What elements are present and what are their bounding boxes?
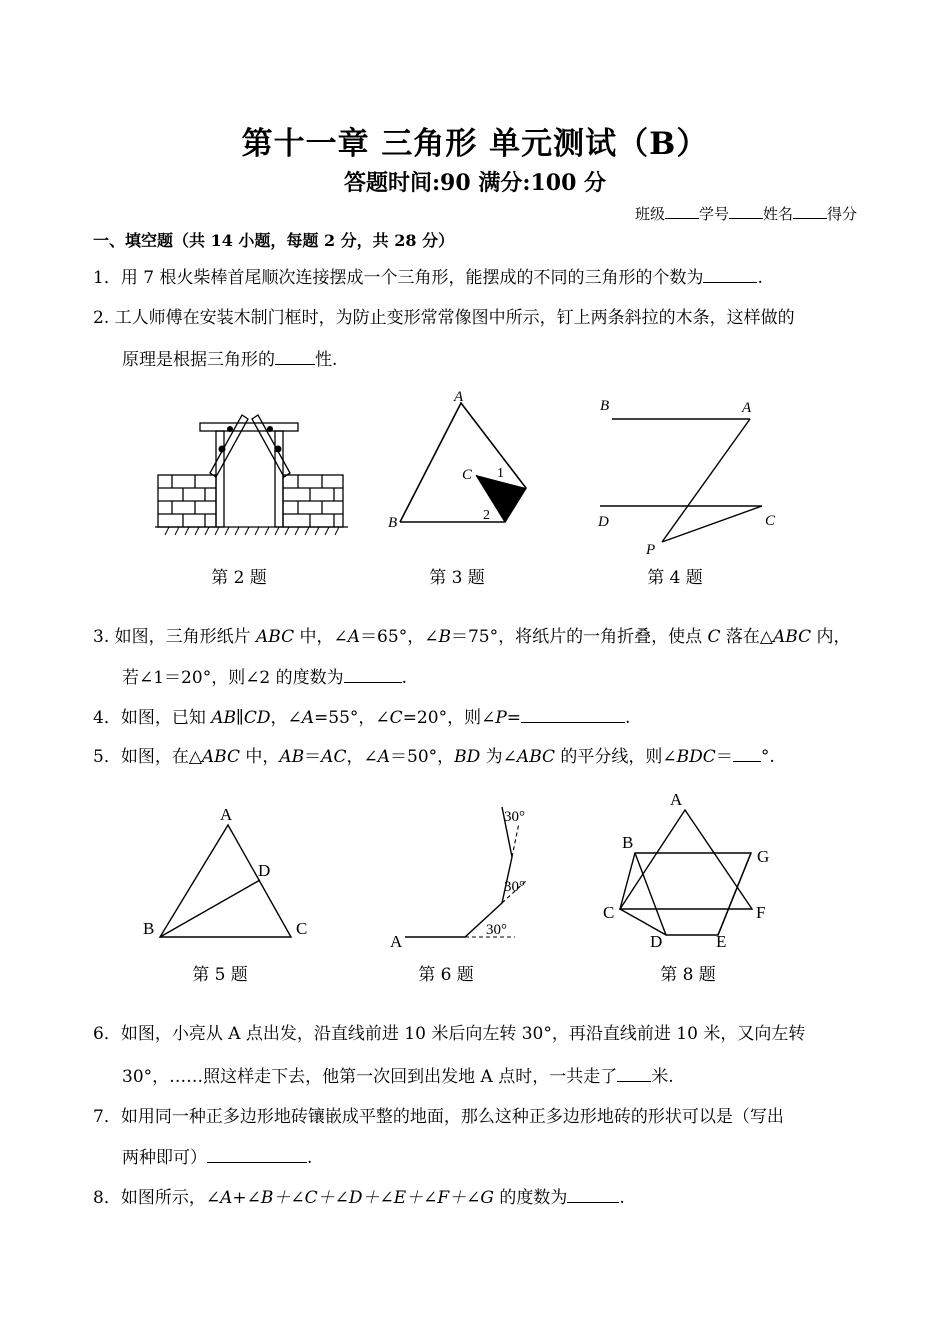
q6-blank[interactable] bbox=[617, 1065, 651, 1082]
q7-t1: 两种即可） bbox=[122, 1148, 207, 1168]
q5-t2: 中， bbox=[239, 747, 280, 767]
fig8-label-b: B bbox=[622, 833, 634, 852]
q2-text: 原理是根据三角形的 bbox=[122, 350, 275, 370]
q6-t1: 30°，……照这样走下去，他第一次回到出发地 A 点时，一共走了 bbox=[122, 1067, 618, 1087]
q3-t4: ＝75°，将纸片的一角折叠，使点 bbox=[450, 627, 708, 647]
fig6-angle-1: 30° bbox=[486, 922, 507, 938]
fig3-label-c: C bbox=[462, 467, 473, 483]
q5-t6: 为∠ bbox=[480, 747, 517, 767]
q5-t1: 5．如图，在△ bbox=[93, 747, 202, 767]
figure-5-caption: 第 5 题 bbox=[192, 965, 248, 985]
figure-5-triangle bbox=[140, 800, 330, 950]
q5-ac: AC bbox=[321, 747, 347, 767]
q3-t1: 3. 如图，三角形纸片 bbox=[93, 627, 257, 647]
fig4-label-a: A bbox=[742, 400, 752, 416]
q3-t3: ＝65°，∠ bbox=[360, 627, 439, 647]
name-blank[interactable] bbox=[793, 202, 827, 219]
q3-t5: 落在△ bbox=[720, 627, 773, 647]
q3-abc2: ABC bbox=[773, 627, 812, 647]
exam-subtitle: 答题时间:90 满分:100 分 bbox=[343, 170, 607, 196]
q5-bd: BD bbox=[454, 747, 481, 767]
q5-t3: ＝ bbox=[304, 747, 322, 767]
fig8-label-e: E bbox=[716, 932, 727, 950]
student-info bbox=[635, 202, 857, 224]
figure-4-parallel-lines bbox=[590, 390, 790, 560]
question-1 bbox=[93, 266, 763, 290]
q3-end: . bbox=[401, 668, 408, 688]
q5-a: A bbox=[377, 747, 390, 767]
q2-blank[interactable] bbox=[275, 348, 315, 365]
fig3-label-1: 1 bbox=[497, 466, 504, 481]
q3-t6: 内， bbox=[811, 627, 851, 647]
fig5-label-a: A bbox=[220, 805, 233, 824]
fig5-label-c: C bbox=[296, 919, 308, 938]
fig4-label-p: P bbox=[646, 542, 656, 558]
question-3-line2 bbox=[122, 666, 407, 690]
q8-expr: A+∠B＋∠C＋∠D＋∠E＋∠F＋∠G bbox=[220, 1188, 494, 1208]
q4-t3: =55°，∠ bbox=[314, 708, 390, 728]
q5-blank[interactable] bbox=[733, 745, 761, 762]
question-2-line2 bbox=[122, 348, 337, 372]
fig4-label-c: C bbox=[765, 513, 776, 529]
q5-ab: AB bbox=[279, 747, 305, 767]
question-3-line1 bbox=[93, 625, 851, 649]
figure-3-caption: 第 3 题 bbox=[429, 568, 485, 588]
q3-c: C bbox=[707, 627, 721, 647]
q8-blank[interactable] bbox=[567, 1186, 619, 1203]
q4-c: C bbox=[389, 708, 403, 728]
figure-2-caption: 第 2 题 bbox=[211, 568, 267, 588]
fig8-label-c: C bbox=[603, 903, 615, 922]
q5-bdc: BDC bbox=[676, 747, 716, 767]
q4-t4: =20°，则∠ bbox=[402, 708, 496, 728]
q4-p: P bbox=[495, 708, 507, 728]
question-2-line1: 2. 工人师傅在安装木制门框时，为防止变形常常像图中所示，钉上两条斜拉的木条，这样做的 bbox=[93, 308, 795, 328]
q2-end: 性. bbox=[315, 350, 338, 370]
q3-t7: 若∠1＝20°，则∠2 的度数为 bbox=[122, 668, 344, 688]
question-7-line1: 7．如用同一种正多边形地砖镶嵌成平整的地面，那么这种正多边形地砖的形状可以是（写出 bbox=[93, 1107, 784, 1127]
q4-blank[interactable] bbox=[521, 706, 625, 723]
q4-par: ∥ bbox=[236, 708, 244, 728]
q4-a: A bbox=[301, 708, 315, 728]
q5-abc: ABC bbox=[201, 747, 240, 767]
fig4-label-d: D bbox=[598, 514, 609, 530]
fig6-label-a: A bbox=[390, 932, 403, 951]
q7-end: . bbox=[307, 1148, 313, 1168]
q5-t5: ＝50°， bbox=[390, 747, 455, 767]
q4-t2: ，∠ bbox=[270, 708, 302, 728]
info-class-label: 班级 bbox=[634, 205, 665, 223]
q4-t1: 4．如图，已知 bbox=[93, 708, 212, 728]
q3-t2: 中，∠ bbox=[294, 627, 348, 647]
q4-cd: CD bbox=[243, 708, 271, 728]
figure-6-walking-path bbox=[380, 795, 540, 955]
fig4-label-b: B bbox=[600, 398, 610, 414]
fig3-label-b: B bbox=[388, 515, 398, 531]
question-6-line2 bbox=[122, 1065, 674, 1089]
fig3-label-2: 2 bbox=[483, 508, 490, 523]
q3-b: B bbox=[438, 627, 451, 647]
q1-end: . bbox=[757, 268, 763, 288]
q7-blank[interactable] bbox=[207, 1146, 307, 1163]
fig6-angle-3: 30° bbox=[504, 809, 525, 825]
info-id-label: 学号 bbox=[698, 205, 729, 223]
id-blank[interactable] bbox=[729, 202, 763, 219]
fig8-label-f: F bbox=[756, 903, 766, 922]
fig8-label-d: D bbox=[650, 932, 663, 950]
q6-end: 米. bbox=[651, 1067, 674, 1087]
q4-ab: AB bbox=[211, 708, 237, 728]
q3-abc: ABC bbox=[256, 627, 295, 647]
section-title: 一、填空题（共 14 小题，每题 2 分，共 28 分） bbox=[93, 231, 455, 250]
fig5-label-d: D bbox=[258, 861, 271, 880]
figure-3-folded-triangle bbox=[380, 385, 540, 535]
q4-end: . bbox=[625, 708, 631, 728]
figure-8-star bbox=[595, 785, 785, 950]
figure-4-caption: 第 4 题 bbox=[647, 568, 703, 588]
q5-end: °. bbox=[760, 747, 775, 767]
q1-blank[interactable] bbox=[703, 266, 757, 283]
q5-t4: ，∠ bbox=[346, 747, 378, 767]
q3-a: A bbox=[347, 627, 361, 647]
figure-6-caption: 第 6 题 bbox=[418, 965, 474, 985]
q3-blank[interactable] bbox=[344, 666, 402, 683]
fig6-angle-2: 30° bbox=[504, 879, 525, 895]
q4-t5: = bbox=[506, 708, 522, 728]
q5-t8: ＝ bbox=[715, 747, 733, 767]
question-5 bbox=[93, 745, 775, 769]
class-blank[interactable] bbox=[665, 202, 699, 219]
question-4 bbox=[93, 706, 630, 730]
figure-8-caption: 第 8 题 bbox=[660, 965, 716, 985]
fig8-label-g: G bbox=[757, 847, 770, 866]
q5-t7: 的平分线，则∠ bbox=[555, 747, 677, 767]
q5-abc2: ABC bbox=[516, 747, 556, 767]
info-name-label: 姓名 bbox=[762, 205, 793, 223]
q8-t1: 8．如图所示，∠ bbox=[93, 1188, 221, 1208]
q1-text: 1．用 7 根火柴棒首尾顺次连接摆成一个三角形，能摆成的不同的三角形的个数为 bbox=[93, 268, 704, 288]
question-6-line1: 6．如图，小亮从 A 点出发，沿直线前进 10 米后向左转 30°，再沿直线前进 10 米，又向左转 bbox=[93, 1024, 806, 1044]
figure-2-door-frame bbox=[150, 405, 350, 540]
fig5-label-b: B bbox=[143, 919, 155, 938]
q8-t2: 的度数为 bbox=[493, 1188, 568, 1208]
info-score-label: 得分 bbox=[826, 205, 857, 223]
page-title: 第十一章 三角形 单元测试（B） bbox=[241, 126, 709, 162]
question-8 bbox=[93, 1186, 625, 1210]
q8-end: . bbox=[619, 1188, 625, 1208]
fig8-label-a: A bbox=[670, 790, 683, 809]
question-7-line2 bbox=[122, 1146, 312, 1170]
fig3-label-a: A bbox=[454, 389, 464, 405]
